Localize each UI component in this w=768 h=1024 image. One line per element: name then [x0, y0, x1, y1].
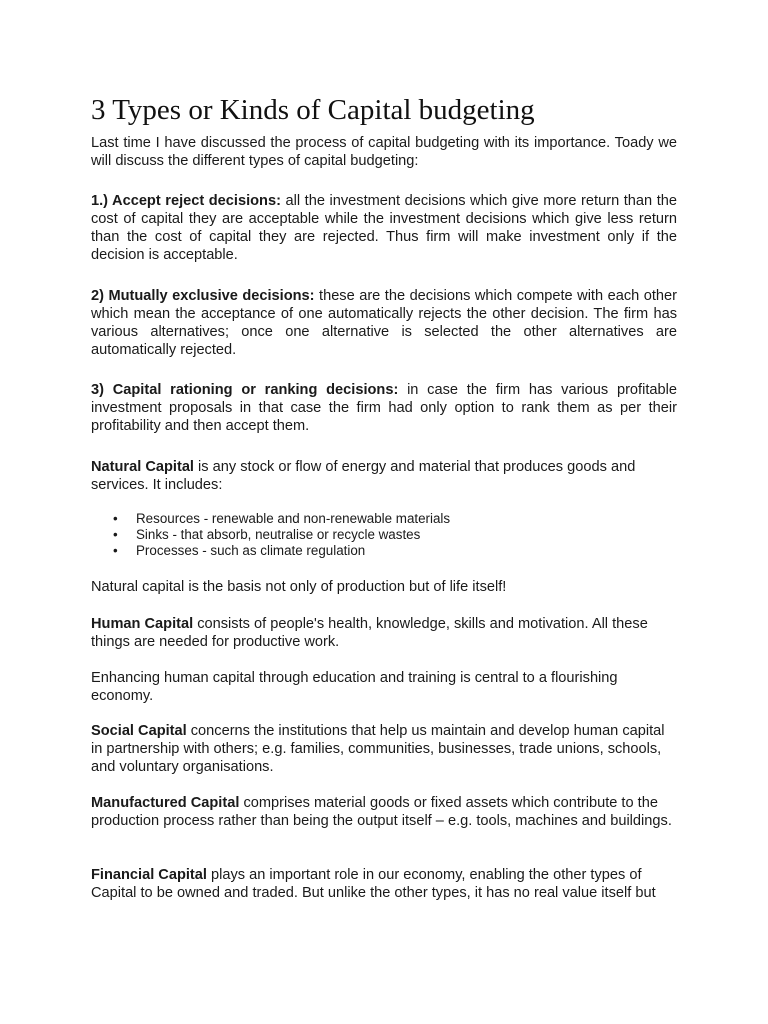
- manufactured-capital-heading: Manufactured Capital: [91, 795, 240, 811]
- type-heading: 3) Capital rationing or ranking decisions:: [91, 382, 399, 398]
- bullet-icon: •: [113, 543, 118, 558]
- financial-capital-heading: Financial Capital: [91, 867, 207, 883]
- type-capital-rationing: [91, 381, 677, 435]
- list-item: [91, 511, 450, 527]
- social-capital-heading: Social Capital: [91, 723, 187, 739]
- list-item-text: Processes - such as climate regulation: [136, 543, 366, 558]
- page-title: 3 Types or Kinds of Capital budgeting: [91, 94, 535, 126]
- human-capital-paragraph: [91, 615, 677, 651]
- type-text: these are the decisions which compete with each other which mean the acceptance of one automatically rejects the other decision. The firm has various alternatives; once one alternative is selected the other alternatives are automatically rejected.: [91, 288, 677, 358]
- natural-capital-text: is any stock or flow of energy and material that produces goods and services. It includes:: [91, 459, 636, 493]
- natural-capital-note: Natural capital is the basis not only of production but of life itself!: [91, 579, 507, 595]
- manufactured-capital-paragraph: [91, 794, 677, 830]
- type-accept-reject: [91, 192, 677, 264]
- social-capital-text: concerns the institutions that help us maintain and develop human capital in partnership with others; e.g. families, communities, businesses, trade unions, schools, and voluntary organisations.: [91, 723, 665, 775]
- type-heading: 1.) Accept reject decisions:: [91, 193, 281, 209]
- type-mutually-exclusive: [91, 287, 677, 359]
- financial-capital-paragraph: [91, 866, 677, 902]
- type-text: all the investment decisions which give more return than the cost of capital they are acceptable while the investment decisions which give less return than the cost of capital they are rejected. Thus firm will make investment only if the decision is acceptable.: [91, 193, 677, 263]
- list-item-text: Resources - renewable and non-renewable materials: [136, 511, 451, 526]
- human-capital-heading: Human Capital: [91, 616, 194, 632]
- bullet-icon: •: [113, 527, 118, 542]
- list-item: [91, 527, 450, 543]
- manufactured-capital-text: comprises material goods or fixed assets which contribute to the production process rather than being the output itself – e.g. tools, machines and buildings.: [91, 795, 672, 829]
- type-text: in case the firm has various profitable investment proposals in that case the firm had only option to rank them as per their profitability and then accept them.: [91, 382, 677, 434]
- social-capital-paragraph: [91, 722, 677, 776]
- natural-capital-heading: Natural Capital: [91, 459, 194, 475]
- list-item-text: Sinks - that absorb, neutralise or recycle wastes: [136, 527, 421, 542]
- financial-capital-text: plays an important role in our economy, enabling the other types of Capital to be owned and traded. But unlike the other types, it has no real value itself but: [91, 867, 656, 901]
- list-item: [91, 543, 450, 559]
- natural-capital-paragraph: [91, 458, 677, 494]
- bullet-icon: •: [113, 511, 118, 526]
- human-capital-text: consists of people's health, knowledge, skills and motivation. All these things are needed for productive work.: [91, 616, 648, 650]
- type-heading: 2) Mutually exclusive decisions:: [91, 288, 315, 304]
- human-capital-note: Enhancing human capital through education and training is central to a flourishing economy.: [91, 670, 618, 704]
- natural-capital-list: [91, 511, 450, 559]
- intro-paragraph: Last time I have discussed the process of capital budgeting with its importance. Toady we will discuss the different types of capital budgeting:: [91, 135, 677, 169]
